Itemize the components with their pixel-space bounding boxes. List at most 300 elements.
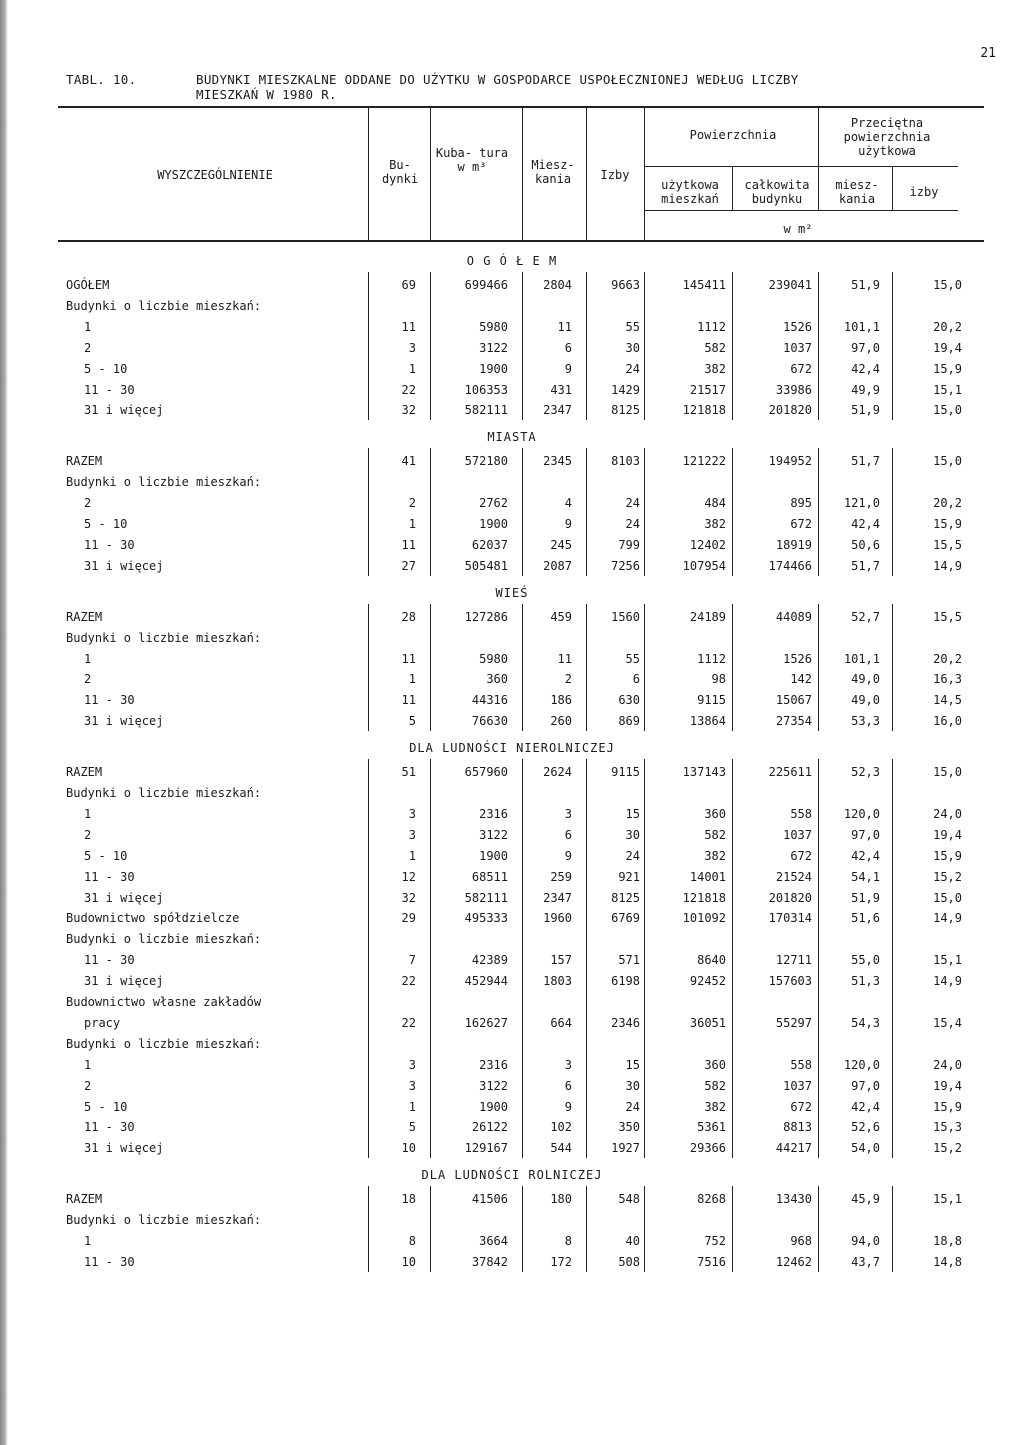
- cell-mieszkania: 6: [564, 1078, 572, 1093]
- header-vline-6: [732, 166, 733, 210]
- cell-powierzchnia-uzytkowa: 8640: [697, 953, 726, 968]
- cell-przecietna-mieszkanie: 51,6: [851, 911, 880, 926]
- header-vline-4: [586, 108, 587, 240]
- header-vline-3: [522, 108, 523, 240]
- cell-powierzchnia-calkowita: 21524: [775, 869, 812, 884]
- cell-powierzchnia-uzytkowa: 382: [704, 1099, 726, 1114]
- cell-budynki: 32: [401, 403, 416, 418]
- column-rule: [586, 1186, 587, 1272]
- cell-kubatura: 2316: [479, 806, 508, 821]
- cell-kubatura: 582111: [464, 890, 508, 905]
- cell-powierzchnia-calkowita: 225611: [768, 765, 812, 780]
- cell-budynki: 51: [401, 765, 416, 780]
- column-rule: [818, 448, 819, 575]
- cell-izby: 630: [618, 693, 640, 708]
- cell-przecietna-mieszkanie: 50,6: [851, 537, 880, 552]
- row-label: 11 - 30: [84, 1254, 135, 1269]
- header-vline-8: [892, 166, 893, 210]
- column-rule: [430, 1186, 431, 1272]
- cell-przecietna-mieszkanie: 53,3: [851, 714, 880, 729]
- title-line-1: BUDYNKI MIESZKALNE ODDANE DO UŻYTKU W GOSPODARCE USPOŁECZNIONEJ WEDŁUG LICZBY: [196, 72, 799, 87]
- cell-powierzchnia-uzytkowa: 582: [704, 1078, 726, 1093]
- cell-przecietna-mieszkanie: 97,0: [851, 827, 880, 842]
- row-label: 11 - 30: [84, 869, 135, 884]
- cell-izby: 55: [625, 651, 640, 666]
- cell-izby: 15: [625, 1057, 640, 1072]
- header-bottom-rule: [58, 240, 984, 242]
- cell-budynki: 11: [401, 319, 416, 334]
- cell-mieszkania: 1960: [543, 911, 572, 926]
- column-rule: [892, 448, 893, 575]
- cell-powierzchnia-calkowita: 968: [790, 1234, 812, 1248]
- cell-powierzchnia-calkowita: 33986: [775, 382, 812, 397]
- row-label: 5 - 10: [84, 848, 128, 863]
- cell-przecietna-izba: 15,0: [933, 454, 962, 469]
- cell-kubatura: 495333: [464, 911, 508, 926]
- row-label: 2: [84, 827, 92, 842]
- header-mieszkania: Miesz- kania: [531, 158, 575, 186]
- cell-przecietna-mieszkanie: 54,1: [851, 869, 880, 884]
- cell-mieszkania: 180: [550, 1192, 572, 1207]
- cell-budynki: 5: [408, 1120, 416, 1135]
- column-rule: [818, 1186, 819, 1272]
- cell-przecietna-izba: 19,4: [933, 340, 962, 355]
- header-top-rule: [58, 106, 984, 108]
- cell-budynki: 3: [408, 827, 416, 842]
- table-row: [0, 1079, 1024, 1097]
- cell-mieszkania: 245: [550, 537, 572, 552]
- column-rule: [522, 448, 523, 575]
- cell-powierzchnia-calkowita: 15067: [775, 693, 812, 708]
- cell-kubatura: 127286: [464, 609, 508, 624]
- cell-powierzchnia-uzytkowa: 121818: [682, 403, 726, 418]
- cell-budynki: 5: [408, 714, 416, 729]
- header-mieszkania-short: miesz- kania: [835, 178, 879, 206]
- cell-przecietna-mieszkanie: 51,9: [851, 403, 880, 418]
- section-title: WIEŚ: [495, 585, 529, 600]
- row-label: 1: [84, 806, 92, 821]
- table-row: [0, 1192, 1024, 1210]
- column-rule: [818, 759, 819, 1158]
- cell-przecietna-izba: 15,9: [933, 361, 962, 376]
- cell-powierzchnia-calkowita: 672: [790, 848, 812, 863]
- cell-przecietna-mieszkanie: 101,1: [843, 319, 880, 334]
- row-label: 11 - 30: [84, 953, 135, 968]
- header-unit: w m²: [783, 222, 813, 236]
- cell-powierzchnia-uzytkowa: 24189: [689, 609, 726, 624]
- row-label: 11 - 30: [84, 693, 135, 708]
- cell-przecietna-izba: 20,2: [933, 651, 962, 666]
- cell-budynki: 12: [401, 869, 416, 884]
- header-uzytkowa-mieszkan: użytkowa mieszkań: [661, 178, 719, 206]
- table-row: [0, 714, 1024, 732]
- row-label: 2: [84, 496, 92, 511]
- cell-kubatura: 657960: [464, 765, 508, 780]
- cell-izby: 15: [625, 806, 640, 821]
- cell-budynki: 3: [408, 1057, 416, 1072]
- cell-kubatura: 452944: [464, 974, 508, 989]
- table-row: [0, 1141, 1024, 1159]
- column-rule: [644, 1186, 645, 1272]
- cell-powierzchnia-uzytkowa: 21517: [689, 382, 726, 397]
- cell-przecietna-mieszkanie: 49,0: [851, 672, 880, 687]
- row-label: 31 i więcej: [84, 714, 164, 729]
- cell-przecietna-izba: 15,0: [933, 765, 962, 780]
- cell-powierzchnia-calkowita: 672: [790, 361, 812, 376]
- cell-izby: 548: [618, 1192, 640, 1207]
- cell-budynki: 8: [408, 1234, 416, 1248]
- section-title: DLA LUDNOŚCI NIEROLNICZEJ: [409, 741, 615, 756]
- cell-powierzchnia-uzytkowa: 92452: [689, 974, 726, 989]
- table-row: [0, 672, 1024, 690]
- cell-powierzchnia-uzytkowa: 382: [704, 517, 726, 531]
- cell-przecietna-izba: 15,0: [933, 890, 962, 905]
- column-rule: [368, 272, 369, 420]
- cell-przecietna-mieszkanie: 49,0: [851, 693, 880, 708]
- table-row: [0, 1120, 1024, 1138]
- table-row: [0, 870, 1024, 888]
- cell-mieszkania: 9: [564, 517, 572, 531]
- column-rule: [732, 1186, 733, 1272]
- column-rule: [818, 272, 819, 420]
- header-vline-5: [644, 108, 645, 240]
- cell-izby: 30: [625, 340, 640, 355]
- cell-kubatura: 3122: [479, 827, 508, 842]
- cell-mieszkania: 544: [550, 1141, 572, 1156]
- cell-powierzchnia-uzytkowa: 145411: [682, 278, 726, 292]
- cell-kubatura: 3122: [479, 1078, 508, 1093]
- cell-kubatura: 129167: [464, 1141, 508, 1156]
- cell-przecietna-izba: 15,0: [933, 403, 962, 418]
- column-rule: [586, 759, 587, 1158]
- cell-przecietna-mieszkanie: 52,3: [851, 765, 880, 780]
- cell-budynki: 10: [401, 1254, 416, 1269]
- cell-budynki: 3: [408, 340, 416, 355]
- table-title: [66, 72, 799, 102]
- cell-mieszkania: 2347: [543, 403, 572, 418]
- cell-powierzchnia-calkowita: 1526: [783, 319, 812, 334]
- row-label: RAZEM: [66, 609, 103, 624]
- cell-powierzchnia-calkowita: 170314: [768, 911, 812, 926]
- cell-przecietna-izba: 20,2: [933, 496, 962, 511]
- cell-budynki: 10: [401, 1141, 416, 1156]
- header-wyszczegolnienie: WYSZCZEGÓLNIENIE: [157, 168, 273, 182]
- cell-przecietna-izba: 14,9: [933, 558, 962, 573]
- row-label: 31 i więcej: [84, 403, 164, 418]
- cell-kubatura: 68511: [471, 869, 508, 884]
- cell-mieszkania: 6: [564, 827, 572, 842]
- cell-mieszkania: 259: [550, 869, 572, 884]
- cell-budynki: 22: [401, 382, 416, 397]
- cell-przecietna-izba: 15,0: [933, 278, 962, 292]
- table-row: [0, 765, 1024, 783]
- cell-mieszkania: 2: [564, 672, 572, 687]
- cell-przecietna-izba: 16,0: [933, 714, 962, 729]
- table-row: [0, 496, 1024, 514]
- cell-kubatura: 41506: [471, 1192, 508, 1207]
- cell-mieszkania: 9: [564, 848, 572, 863]
- header-vline-2: [430, 108, 431, 240]
- cell-przecietna-mieszkanie: 97,0: [851, 1078, 880, 1093]
- cell-powierzchnia-calkowita: 194952: [768, 454, 812, 469]
- table-row: [0, 454, 1024, 472]
- cell-kubatura: 76630: [471, 714, 508, 729]
- column-rule: [892, 272, 893, 420]
- cell-powierzchnia-calkowita: 201820: [768, 403, 812, 418]
- cell-budynki: 32: [401, 890, 416, 905]
- column-rule: [732, 448, 733, 575]
- cell-przecietna-izba: 15,5: [933, 609, 962, 624]
- cell-przecietna-mieszkanie: 51,3: [851, 974, 880, 989]
- row-label: 11 - 30: [84, 382, 135, 397]
- column-rule: [430, 759, 431, 1158]
- table-row: [0, 828, 1024, 846]
- cell-kubatura: 5980: [479, 651, 508, 666]
- row-label: 1: [84, 1057, 92, 1072]
- cell-powierzchnia-calkowita: 157603: [768, 974, 812, 989]
- cell-przecietna-izba: 14,9: [933, 974, 962, 989]
- column-rule: [892, 1186, 893, 1272]
- cell-powierzchnia-calkowita: 1037: [783, 1078, 812, 1093]
- cell-przecietna-izba: 15,9: [933, 517, 962, 531]
- row-label: Budownictwo spółdzielcze: [66, 911, 240, 926]
- header-budynki: Bu- dynki: [381, 158, 419, 186]
- cell-izby: 921: [618, 869, 640, 884]
- row-label: 1: [84, 1234, 92, 1248]
- cell-przecietna-mieszkanie: 42,4: [851, 1099, 880, 1114]
- cell-budynki: 3: [408, 806, 416, 821]
- table-row: [0, 1255, 1024, 1273]
- cell-izby: 8103: [611, 454, 640, 469]
- cell-powierzchnia-calkowita: 558: [790, 1057, 812, 1072]
- row-label: 31 i więcej: [84, 974, 164, 989]
- column-rule: [586, 448, 587, 575]
- cell-mieszkania: 1803: [543, 974, 572, 989]
- cell-powierzchnia-calkowita: 44089: [775, 609, 812, 624]
- cell-powierzchnia-uzytkowa: 382: [704, 361, 726, 376]
- cell-przecietna-mieszkanie: 54,0: [851, 1141, 880, 1156]
- column-rule: [522, 1186, 523, 1272]
- cell-przecietna-izba: 15,2: [933, 1141, 962, 1156]
- cell-kubatura: 505481: [464, 558, 508, 573]
- row-label: RAZEM: [66, 1192, 103, 1207]
- table-row: [0, 1016, 1024, 1034]
- row-label: Budynki o liczbie mieszkań:: [66, 786, 262, 800]
- cell-przecietna-mieszkanie: 54,3: [851, 1015, 880, 1030]
- cell-powierzchnia-uzytkowa: 36051: [689, 1015, 726, 1030]
- cell-izby: 7256: [611, 558, 640, 573]
- column-rule: [644, 604, 645, 731]
- cell-kubatura: 44316: [471, 693, 508, 708]
- cell-izby: 30: [625, 1078, 640, 1093]
- cell-powierzchnia-calkowita: 1526: [783, 651, 812, 666]
- header-unit-rule: [644, 210, 958, 211]
- cell-izby: 6198: [611, 974, 640, 989]
- cell-powierzchnia-uzytkowa: 13864: [689, 714, 726, 729]
- cell-powierzchnia-uzytkowa: 1112: [697, 319, 726, 334]
- cell-przecietna-izba: 14,9: [933, 911, 962, 926]
- cell-mieszkania: 2347: [543, 890, 572, 905]
- cell-budynki: 1: [408, 361, 416, 376]
- cell-izby: 869: [618, 714, 640, 729]
- cell-przecietna-mieszkanie: 42,4: [851, 517, 880, 531]
- cell-izby: 571: [618, 953, 640, 968]
- column-rule: [430, 272, 431, 420]
- section-title: O G Ó Ł E M: [466, 254, 558, 268]
- cell-izby: 24: [625, 517, 640, 531]
- table-row: [0, 631, 1024, 649]
- cell-przecietna-izba: 15,9: [933, 1099, 962, 1114]
- cell-izby: 6769: [611, 911, 640, 926]
- row-label: 11 - 30: [84, 1120, 135, 1135]
- cell-powierzchnia-calkowita: 1037: [783, 340, 812, 355]
- table-row: [0, 786, 1024, 804]
- cell-izby: 40: [625, 1234, 640, 1248]
- cell-powierzchnia-calkowita: 13430: [775, 1192, 812, 1207]
- table-row: [0, 693, 1024, 711]
- cell-kubatura: 106353: [464, 382, 508, 397]
- header-calkowita-budynku: całkowita budynku: [744, 178, 810, 206]
- title-line-2: MIESZKAŃ W 1980 R.: [196, 87, 337, 102]
- cell-przecietna-izba: 15,1: [933, 382, 962, 397]
- cell-powierzchnia-uzytkowa: 382: [704, 848, 726, 863]
- table-row: [0, 995, 1024, 1013]
- cell-powierzchnia-calkowita: 174466: [768, 558, 812, 573]
- row-label: Budynki o liczbie mieszkań:: [66, 1213, 262, 1228]
- cell-powierzchnia-calkowita: 55297: [775, 1015, 812, 1030]
- row-label: 31 i więcej: [84, 558, 164, 573]
- cell-przecietna-mieszkanie: 51,9: [851, 278, 880, 292]
- table-row: [0, 911, 1024, 929]
- cell-budynki: 2: [408, 496, 416, 511]
- cell-budynki: 1: [408, 1099, 416, 1114]
- cell-powierzchnia-calkowita: 27354: [775, 714, 812, 729]
- cell-przecietna-mieszkanie: 45,9: [851, 1192, 880, 1207]
- row-label: Budynki o liczbie mieszkań:: [66, 932, 262, 947]
- cell-mieszkania: 431: [550, 382, 572, 397]
- row-label: RAZEM: [66, 454, 103, 469]
- column-rule: [430, 448, 431, 575]
- cell-przecietna-mieszkanie: 121,0: [843, 496, 880, 511]
- table-row: [0, 849, 1024, 867]
- cell-powierzchnia-uzytkowa: 98: [711, 672, 726, 687]
- cell-przecietna-izba: 14,5: [933, 693, 962, 708]
- cell-mieszkania: 6: [564, 340, 572, 355]
- section-title: MIASTA: [487, 430, 537, 445]
- table-row: [0, 1058, 1024, 1076]
- cell-przecietna-mieszkanie: 120,0: [843, 806, 880, 821]
- cell-powierzchnia-uzytkowa: 582: [704, 340, 726, 355]
- cell-budynki: 7: [408, 953, 416, 968]
- cell-przecietna-izba: 15,9: [933, 848, 962, 863]
- cell-izby: 24: [625, 496, 640, 511]
- cell-izby: 30: [625, 827, 640, 842]
- cell-izby: 55: [625, 319, 640, 334]
- row-label: pracy: [84, 1015, 121, 1030]
- cell-izby: 8125: [611, 890, 640, 905]
- header-sub-rule: [644, 166, 958, 167]
- cell-izby: 350: [618, 1120, 640, 1135]
- row-label: 5 - 10: [84, 517, 128, 531]
- cell-przecietna-mieszkanie: 94,0: [851, 1234, 880, 1248]
- cell-mieszkania: 260: [550, 714, 572, 729]
- cell-mieszkania: 8: [564, 1234, 572, 1248]
- cell-przecietna-izba: 16,3: [933, 672, 962, 687]
- table-row: [0, 1100, 1024, 1118]
- cell-budynki: 11: [401, 693, 416, 708]
- cell-przecietna-mieszkanie: 51,9: [851, 890, 880, 905]
- cell-przecietna-izba: 24,0: [933, 806, 962, 821]
- column-rule: [586, 272, 587, 420]
- cell-kubatura: 2762: [479, 496, 508, 511]
- cell-powierzchnia-calkowita: 44217: [775, 1141, 812, 1156]
- cell-mieszkania: 186: [550, 693, 572, 708]
- cell-przecietna-izba: 15,2: [933, 869, 962, 884]
- cell-przecietna-izba: 24,0: [933, 1057, 962, 1072]
- row-label: 2: [84, 340, 92, 355]
- cell-kubatura: 1900: [479, 361, 508, 376]
- cell-przecietna-mieszkanie: 120,0: [843, 1057, 880, 1072]
- cell-przecietna-mieszkanie: 97,0: [851, 340, 880, 355]
- cell-izby: 2346: [611, 1015, 640, 1030]
- column-rule: [732, 272, 733, 420]
- cell-budynki: 22: [401, 1015, 416, 1030]
- cell-mieszkania: 459: [550, 609, 572, 624]
- cell-izby: 9115: [611, 765, 640, 780]
- column-rule: [522, 272, 523, 420]
- table-row: [0, 362, 1024, 380]
- column-rule: [644, 448, 645, 575]
- row-label: Budynki o liczbie mieszkań:: [66, 298, 262, 313]
- cell-budynki: 41: [401, 454, 416, 469]
- row-label: Budynki o liczbie mieszkań:: [66, 475, 262, 490]
- cell-kubatura: 699466: [464, 278, 508, 292]
- cell-budynki: 1: [408, 672, 416, 687]
- cell-powierzchnia-uzytkowa: 14001: [689, 869, 726, 884]
- cell-kubatura: 360: [486, 672, 508, 687]
- table-row: [0, 538, 1024, 556]
- cell-kubatura: 37842: [471, 1254, 508, 1269]
- cell-powierzchnia-uzytkowa: 360: [704, 806, 726, 821]
- cell-powierzchnia-uzytkowa: 121222: [682, 454, 726, 469]
- cell-przecietna-izba: 18,8: [933, 1234, 962, 1248]
- cell-budynki: 11: [401, 537, 416, 552]
- cell-przecietna-mieszkanie: 51,7: [851, 558, 880, 573]
- table-row: [0, 299, 1024, 317]
- row-label: 31 i więcej: [84, 1141, 164, 1156]
- row-label: 5 - 10: [84, 1099, 128, 1114]
- cell-przecietna-izba: 15,4: [933, 1015, 962, 1030]
- row-label: Budynki o liczbie mieszkań:: [66, 630, 262, 645]
- cell-budynki: 3: [408, 1078, 416, 1093]
- cell-kubatura: 162627: [464, 1015, 508, 1030]
- cell-mieszkania: 3: [564, 806, 572, 821]
- cell-powierzchnia-uzytkowa: 8268: [697, 1192, 726, 1207]
- header-kubatura: Kuba- tura w m³: [435, 146, 509, 174]
- cell-przecietna-mieszkanie: 42,4: [851, 848, 880, 863]
- table-row: [0, 610, 1024, 628]
- cell-powierzchnia-uzytkowa: 360: [704, 1057, 726, 1072]
- cell-budynki: 22: [401, 974, 416, 989]
- cell-izby: 24: [625, 361, 640, 376]
- row-label: 1: [84, 651, 92, 666]
- row-label: 11 - 30: [84, 537, 135, 552]
- cell-budynki: 27: [401, 558, 416, 573]
- cell-przecietna-mieszkanie: 101,1: [843, 651, 880, 666]
- cell-mieszkania: 9: [564, 361, 572, 376]
- cell-powierzchnia-uzytkowa: 752: [704, 1234, 726, 1248]
- cell-powierzchnia-uzytkowa: 1112: [697, 651, 726, 666]
